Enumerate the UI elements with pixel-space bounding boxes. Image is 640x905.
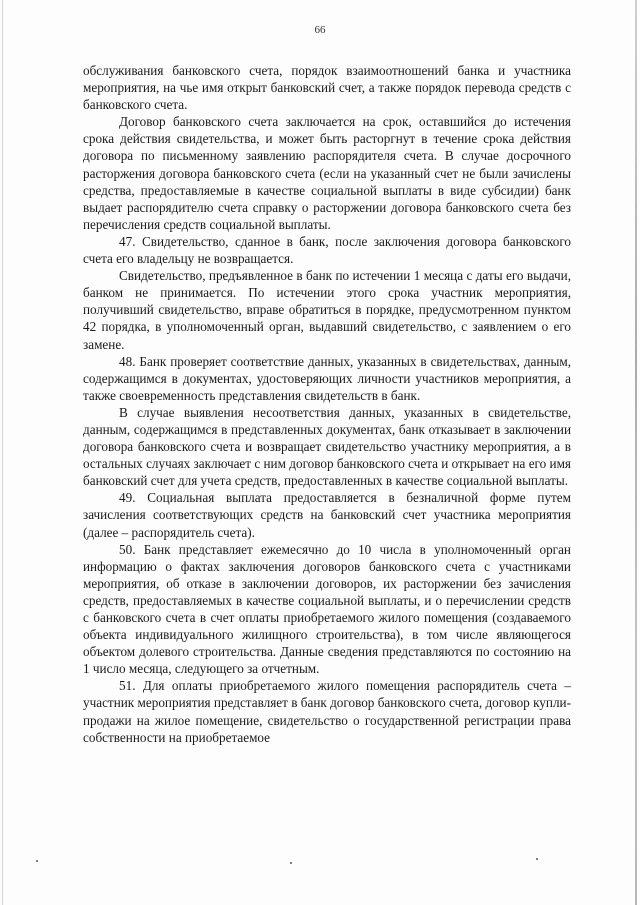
paragraph: 49. Социальная выплата предоставляется в безналичной форме путем зачисления соответствующих средств на банковский счет участника мероприятия (далее – распорядитель счета).	[83, 490, 571, 540]
paragraph: Свидетельство, предъявленное в банк по истечении 1 месяца с даты его выдачи, банком не принимается. По истечении этого срока участник мероприятия, получивший свидетельство, вправе обратиться в порядке, предусмотренном пунктом 42 порядка, в уполномоченный орган, выдавший свидетельство, с заявлением о его замене.	[83, 268, 571, 352]
paragraph: обслуживания банковского счета, порядок взаимоотношений банка и участника мероприятия, на чье имя открыт банковский счет, а также порядок перевода средств с банковского счета.	[83, 63, 571, 113]
paragraph: Договор банковского счета заключается на срок, оставшийся до истечения срока действия свидетельства, и может быть расторгнут в течение срока действия договора по письменному заявлению распорядителя счета. В случае досрочного расторжения договора банковского счета (если на указанный счет не были зачислены средства, предоставляемые в качестве социальной выплаты в виде субсидии) банк выдает распорядителю счета справку о расторжении договора банковского счета без перечисления средств социальной выплаты.	[83, 114, 571, 232]
document-body	[83, 62, 571, 746]
scan-speck	[36, 860, 38, 862]
paragraph: 47. Свидетельство, сданное в банк, после заключения договора банковского счета его владельцу не возвращается.	[83, 233, 571, 267]
scan-edge-right	[635, 0, 637, 905]
paragraph: В случае выявления несоответствия данных, указанных в свидетельстве, данным, содержащимся в представленных документах, банк отказывает в заключении договора банковского счета и возвращает свидетельство участнику мероприятия, а в остальных случаях заключает с ним договор банковского счета и открывает на его имя банковский счет для учета средств, предоставленных в качестве социальной выплаты.	[83, 404, 571, 489]
paragraph: 48. Банк проверяет соответствие данных, указанных в свидетельствах, данным, содержащимся в документах, удостоверяющих личности участников мероприятия, а также своевременность представления свидетельств в банк.	[83, 353, 571, 403]
scan-speck	[290, 862, 292, 864]
page-number: 66	[314, 24, 326, 36]
paragraph: 50. Банк представляет ежемесячно до 10 числа в уполномоченный орган информацию о фактах заключения договоров банковского счета с участниками мероприятия, об отказе в заключении договоров, их расторжении без зачисления средств, предоставляемых в качестве социальной выплаты, и о перечислении средств с банковского счета в счет оплаты приобретаемого жилого помещения (создаваемого объекта индивидуального жилищного строительства), в том числе являющегося объектом долевого строительства. Данные сведения представляются по состоянию на 1 число месяца, следующего за отчетным.	[83, 541, 571, 677]
scan-edge-left	[2, 0, 3, 905]
scan-speck	[536, 858, 538, 860]
paragraph: 51. Для оплаты приобретаемого жилого помещения распорядитель счета – участник мероприятия представляет в банк договор банковского счета, договор купли-продажи на жилое помещение, свидетельство о государственной регистрации права собственности на приобретаемое	[83, 678, 571, 745]
